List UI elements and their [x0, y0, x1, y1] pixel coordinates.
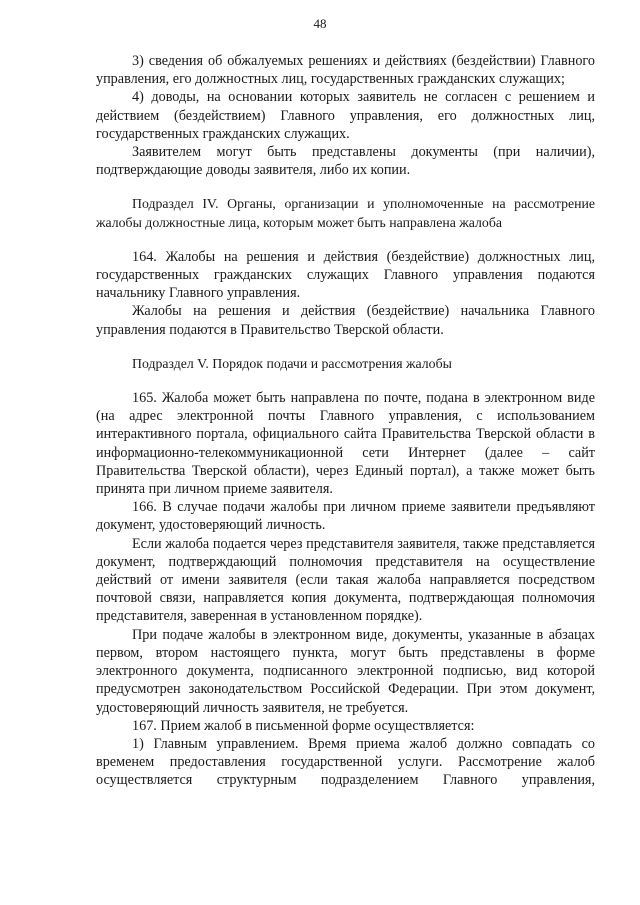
paragraph-167: 167. Прием жалоб в письменной форме осуществляется: [132, 717, 475, 734]
paragraph-167-item-1: 1) Главным управлением. Время приема жалоб должно совпадать со временем предоставления государственной услуги. Рассмотрение жалоб осуществляется структурным подразделением Главного управления, [96, 735, 595, 789]
paragraph-164-head: Жалобы на решения и действия (бездействие) начальника Главного управления подаются в Правительство Тверской области. [96, 303, 595, 338]
subsection-heading-5: Подраздел V. Порядок подачи и рассмотрения жалобы [132, 355, 452, 371]
paragraph-item-3: 3) сведения об обжалуемых решениях и действиях (бездействии) Главного управления, его должностных лиц, государственных гражданских служащих; [96, 53, 595, 88]
paragraph-documents: Заявителем могут быть представлены документы (при наличии), подтверждающие доводы заявителя, либо их копии. [96, 144, 595, 179]
paragraph-166: 166. В случае подачи жалобы при личном приеме заявители предъявляют документ, удостоверяющий личность. [96, 499, 595, 534]
paragraph-representative: Если жалоба подается через представителя заявителя, также представляется документ, подтверждающий полномочия представителя на осуществление действий от имени заявителя (если такая жалоба направляется посредством почтовой связи, направляется копия документа, подтверждающая полномочия представителя, заверенная в установленном порядке). [96, 535, 595, 625]
paragraph-item-4: 4) доводы, на основании которых заявитель не согласен с решением и действием (бездействием) Главного управления, его должностных лиц, государственных гражданских служащих. [96, 89, 595, 142]
paragraph-electronic: При подаче жалобы в электронном виде, документы, указанные в абзацах первом, втором настоящего пункта, могут быть представлены в форме электронного документа, подписанного электронной подписью, вид которой предусмотрен законодательством Российской Федерации. При этом документ, удостоверяющий личность заявителя, не требуется. [96, 626, 595, 716]
page-number: 48 [313, 16, 327, 31]
subsection-heading-4: Подраздел IV. Органы, организации и уполномоченные на рассмотрение жалобы должностные лица, которым может быть направлена жалоба [96, 196, 595, 230]
paragraph-165: 165. Жалоба может быть направлена по почте, подана в электронном виде (на адрес электронной почты Главного управления, с использованием интерактивного портала, официального сайта Правительства Тверской области в информационно-телекоммуникационной сети Интернет (далее – сайт Правительства Тверской области), через Единый портал), а также может быть принята при личном приеме заявителя. [96, 390, 595, 498]
document-body [96, 52, 595, 790]
paragraph-164: 164. Жалобы на решения и действия (бездействие) должностных лиц, государственных гражданских служащих Главного управления подаются начальнику Главного управления. [96, 248, 595, 302]
